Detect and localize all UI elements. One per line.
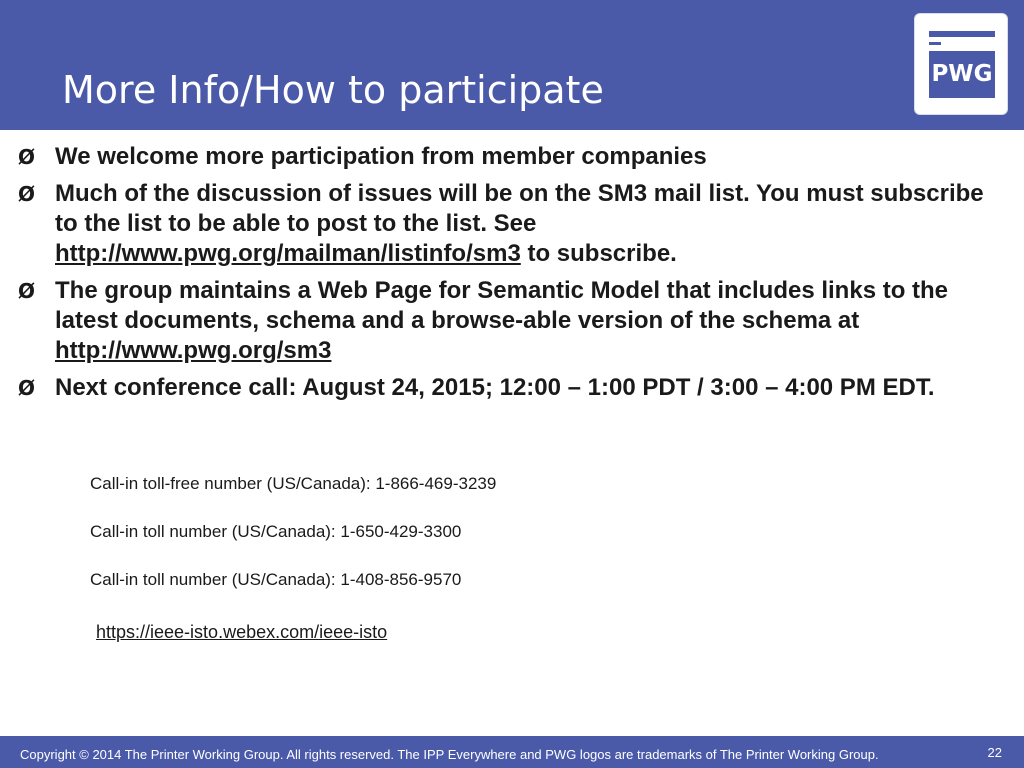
bullet-text: to subscribe. (520, 240, 677, 267)
arrow-bullet-icon: Ø (18, 376, 36, 400)
mailing-list-link[interactable]: http://www.pwg.org/mailman/listinfo/sm3 (55, 240, 521, 267)
bullet-item (18, 373, 998, 403)
call-in-toll-2: Call-in toll number (US/Canada): 1-408-856-9570 (90, 570, 462, 589)
logo-strip (929, 31, 995, 37)
page-number: 22 (987, 745, 1002, 760)
call-in-tollfree: Call-in toll-free number (US/Canada): 1-866-469-3239 (90, 474, 497, 493)
title-bar (0, 0, 1024, 130)
slide-title: More Info/How to participate (62, 68, 604, 112)
arrow-bullet-icon: Ø (18, 279, 36, 303)
logo-text: PWG (929, 51, 995, 98)
bullet-item (18, 276, 998, 366)
bullet-list (18, 142, 998, 410)
logo-tab (929, 42, 941, 45)
bullet-text: The group maintains a Web Page for Semantic Model that includes links to the latest documents, schema and a browse-able version of the schema at (55, 277, 949, 334)
pwg-logo (914, 13, 1008, 115)
arrow-bullet-icon: Ø (18, 182, 36, 206)
bullet-item (18, 142, 998, 172)
call-in-toll-1: Call-in toll number (US/Canada): 1-650-429-3300 (90, 522, 462, 541)
arrow-bullet-icon: Ø (18, 145, 36, 169)
bullet-text: Much of the discussion of issues will be on the SM3 mail list. You must subscribe to the list to be able to post to the list. See (55, 180, 984, 237)
bullet-text: We welcome more participation from member companies (55, 143, 707, 170)
sm3-web-page-link[interactable]: http://www.pwg.org/sm3 (55, 337, 332, 364)
webex-link[interactable]: https://ieee-isto.webex.com/ieee-isto (96, 622, 388, 642)
bullet-text: Next conference call: August 24, 2015; 12:00 – 1:00 PDT / 3:00 – 4:00 PM EDT. (55, 374, 935, 401)
footer-bar (0, 736, 1024, 768)
bullet-item (18, 179, 998, 269)
copyright-text: Copyright © 2014 The Printer Working Group. All rights reserved. The IPP Everywhere and PWG logos are trademarks of The Printer Working Group. (20, 747, 879, 762)
